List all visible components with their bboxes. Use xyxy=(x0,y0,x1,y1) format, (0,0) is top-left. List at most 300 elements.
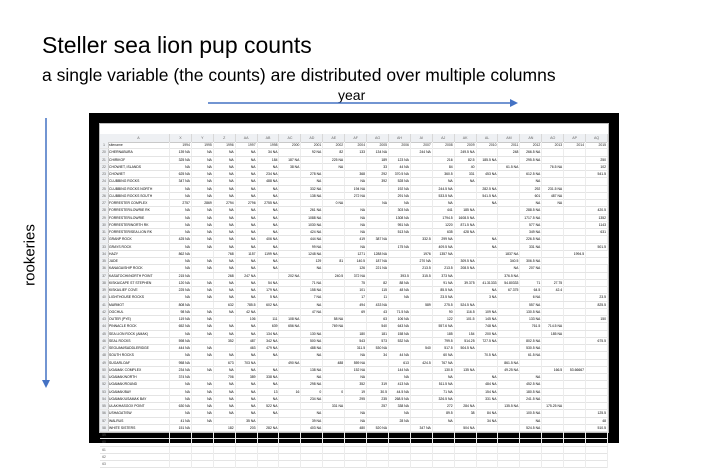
count-cell[interactable] xyxy=(367,447,389,454)
count-cell[interactable] xyxy=(499,316,521,323)
count-cell[interactable]: 306.5 NA xyxy=(520,258,542,265)
count-cell[interactable] xyxy=(586,432,608,439)
count-cell[interactable] xyxy=(367,360,389,367)
count-cell[interactable] xyxy=(564,265,586,272)
count-cell[interactable] xyxy=(280,215,302,222)
count-cell[interactable]: 1030 NA xyxy=(301,222,323,229)
count-cell[interactable]: 643 NA xyxy=(389,323,411,330)
sitename-cell[interactable]: FORRESTER COMPLEX xyxy=(108,200,170,207)
count-cell[interactable] xyxy=(564,178,586,185)
count-cell[interactable]: NA xyxy=(301,352,323,359)
count-cell[interactable]: 130.5 xyxy=(433,367,455,374)
count-cell[interactable] xyxy=(323,171,345,178)
count-cell[interactable] xyxy=(542,447,564,454)
count-cell[interactable]: NA xyxy=(192,294,214,301)
count-cell[interactable]: 192 NA xyxy=(389,186,411,193)
count-cell[interactable]: 145 NA xyxy=(323,439,345,446)
row-number[interactable]: 29 xyxy=(102,215,106,220)
count-cell[interactable] xyxy=(301,200,323,207)
count-cell[interactable] xyxy=(367,454,389,461)
count-cell[interactable]: 368 xyxy=(345,171,367,178)
count-cell[interactable] xyxy=(586,273,608,280)
count-cell[interactable] xyxy=(564,186,586,193)
sitename-cell[interactable]: FORRESTER/LOWRIE RK xyxy=(108,207,170,214)
count-cell[interactable]: NA xyxy=(170,229,192,236)
column-header-cell[interactable]: 2005 xyxy=(367,142,389,149)
count-cell[interactable] xyxy=(564,193,586,200)
count-cell[interactable]: NA xyxy=(258,186,280,193)
count-cell[interactable]: 130 NA xyxy=(301,331,323,338)
count-cell[interactable]: 125 NA xyxy=(345,432,367,439)
count-cell[interactable]: NA xyxy=(214,396,236,403)
count-cell[interactable]: 231.5 NA xyxy=(542,186,564,193)
count-cell[interactable]: NA xyxy=(236,164,258,171)
count-cell[interactable]: 413 NA xyxy=(389,381,411,388)
count-cell[interactable]: 540 xyxy=(367,323,389,330)
count-cell[interactable] xyxy=(411,389,433,396)
count-cell[interactable] xyxy=(586,360,608,367)
count-cell[interactable]: NA xyxy=(170,244,192,251)
count-cell[interactable]: 35 NA xyxy=(236,418,258,425)
count-cell[interactable]: 30.5 xyxy=(367,389,389,396)
count-cell[interactable] xyxy=(455,273,477,280)
count-cell[interactable]: 189 xyxy=(367,157,389,164)
column-letter-header[interactable]: AG xyxy=(367,134,389,142)
count-cell[interactable]: 187 NA xyxy=(280,157,302,164)
count-cell[interactable] xyxy=(433,258,455,265)
column-header-cell[interactable]: 2009 xyxy=(455,142,477,149)
count-cell[interactable] xyxy=(499,461,521,468)
count-cell[interactable] xyxy=(389,447,411,454)
count-cell[interactable]: 100.5 NA xyxy=(520,410,542,417)
count-cell[interactable]: NA xyxy=(192,316,214,323)
count-cell[interactable]: 102 xyxy=(586,164,608,171)
count-cell[interactable] xyxy=(301,323,323,330)
sitename-cell[interactable]: CHIRIKOF xyxy=(108,157,170,164)
count-cell[interactable] xyxy=(520,360,542,367)
row-number[interactable]: 31 xyxy=(102,230,106,234)
count-cell[interactable]: NA xyxy=(301,410,323,417)
count-cell[interactable] xyxy=(477,439,499,446)
count-cell[interactable]: 452.5 NA xyxy=(520,381,542,388)
count-cell[interactable]: 213.5 xyxy=(433,265,455,272)
count-cell[interactable]: 38 xyxy=(455,410,477,417)
count-cell[interactable]: NA xyxy=(236,331,258,338)
count-cell[interactable]: 165 xyxy=(433,439,455,446)
row-number[interactable]: 39 xyxy=(102,288,106,292)
count-cell[interactable] xyxy=(301,447,323,454)
count-cell[interactable]: NA xyxy=(258,222,280,229)
sitename-cell[interactable]: YUNASKA xyxy=(108,439,170,446)
count-cell[interactable]: NA xyxy=(433,200,455,207)
count-cell[interactable]: 299 NA xyxy=(433,236,455,243)
count-cell[interactable]: 331 NA xyxy=(477,396,499,403)
count-cell[interactable]: NA xyxy=(477,200,499,207)
count-cell[interactable]: 216 xyxy=(433,157,455,164)
sitename-cell[interactable]: KASATOCHI/NORTH POINT xyxy=(108,273,170,280)
count-cell[interactable]: NA xyxy=(301,374,323,381)
count-cell[interactable]: 528 NA xyxy=(389,178,411,185)
count-cell[interactable]: 612.5 NA xyxy=(520,171,542,178)
count-cell[interactable] xyxy=(214,418,236,425)
count-cell[interactable]: 559 NA xyxy=(345,360,367,367)
column-letter-header[interactable]: AN xyxy=(520,134,542,142)
count-cell[interactable] xyxy=(389,236,411,243)
sitename-cell[interactable]: UGAMAK/ROUND xyxy=(108,381,170,388)
count-cell[interactable]: 541.5 NA xyxy=(477,193,499,200)
count-cell[interactable] xyxy=(280,352,302,359)
count-cell[interactable] xyxy=(564,447,586,454)
count-cell[interactable]: NA xyxy=(345,418,367,425)
count-cell[interactable]: 225 NA xyxy=(323,157,345,164)
count-cell[interactable] xyxy=(564,345,586,352)
column-header-cell[interactable]: 2006 xyxy=(389,142,411,149)
count-cell[interactable]: 332 NA xyxy=(301,186,323,193)
count-cell[interactable]: NA xyxy=(192,164,214,171)
count-cell[interactable]: 639 xyxy=(258,323,280,330)
count-cell[interactable]: 703 NA xyxy=(236,360,258,367)
count-cell[interactable]: 635 xyxy=(433,229,455,236)
count-cell[interactable] xyxy=(301,432,323,439)
count-cell[interactable]: 557 NA xyxy=(520,302,542,309)
count-cell[interactable]: NA xyxy=(236,294,258,301)
count-cell[interactable]: 106 xyxy=(236,316,258,323)
count-cell[interactable]: 182 xyxy=(214,425,236,432)
count-cell[interactable]: 338 NA xyxy=(258,374,280,381)
count-cell[interactable]: NA xyxy=(258,215,280,222)
count-cell[interactable]: NA xyxy=(455,178,477,185)
count-cell[interactable]: 769 NA xyxy=(323,323,345,330)
count-cell[interactable]: 524.5 NA xyxy=(520,425,542,432)
count-cell[interactable] xyxy=(280,200,302,207)
count-cell[interactable]: NA xyxy=(258,410,280,417)
count-cell[interactable]: 799.5 xyxy=(433,338,455,345)
count-cell[interactable]: 119 NA xyxy=(170,316,192,323)
count-cell[interactable]: 326.5 NA xyxy=(433,396,455,403)
row-number[interactable]: 53 xyxy=(102,389,106,394)
count-cell[interactable]: NA xyxy=(236,352,258,359)
count-cell[interactable]: 126 xyxy=(345,265,367,272)
count-cell[interactable] xyxy=(477,454,499,461)
count-cell[interactable]: 244.5 NA xyxy=(433,186,455,193)
count-cell[interactable]: 487 NA xyxy=(542,193,564,200)
count-cell[interactable] xyxy=(586,323,608,330)
count-cell[interactable] xyxy=(586,200,608,207)
count-cell[interactable]: NA xyxy=(236,207,258,214)
count-cell[interactable] xyxy=(280,251,302,258)
column-letter-header[interactable]: A xyxy=(108,134,170,142)
count-cell[interactable]: 135.5 NA xyxy=(499,403,521,410)
count-cell[interactable]: 292 xyxy=(367,171,389,178)
count-cell[interactable] xyxy=(542,461,564,468)
count-cell[interactable]: 49.25 NA xyxy=(499,367,521,374)
count-cell[interactable] xyxy=(280,447,302,454)
count-cell[interactable]: 433 NA xyxy=(367,302,389,309)
count-cell[interactable] xyxy=(411,367,433,374)
count-cell[interactable]: NA xyxy=(236,367,258,374)
count-cell[interactable] xyxy=(499,374,521,381)
count-cell[interactable]: 58 NA xyxy=(323,316,345,323)
count-cell[interactable] xyxy=(367,207,389,214)
count-cell[interactable] xyxy=(455,200,477,207)
count-cell[interactable] xyxy=(323,280,345,287)
row-number[interactable]: 33 xyxy=(102,244,106,249)
count-cell[interactable]: 453 NA xyxy=(477,171,499,178)
row-number[interactable]: 30 xyxy=(102,222,106,227)
count-cell[interactable]: 1088 NA xyxy=(301,215,323,222)
row-number[interactable]: 58 xyxy=(102,425,106,430)
sitename-cell[interactable] xyxy=(108,447,170,454)
count-cell[interactable]: NA xyxy=(433,418,455,425)
sitename-cell[interactable] xyxy=(108,461,170,468)
count-cell[interactable] xyxy=(564,200,586,207)
count-cell[interactable] xyxy=(411,461,433,468)
count-cell[interactable]: 257 xyxy=(367,403,389,410)
count-cell[interactable] xyxy=(586,287,608,294)
count-cell[interactable] xyxy=(258,418,280,425)
count-cell[interactable]: 2869 xyxy=(192,200,214,207)
count-cell[interactable] xyxy=(389,345,411,352)
row-number[interactable]: 43 xyxy=(102,317,106,321)
count-cell[interactable]: NA xyxy=(192,410,214,417)
count-cell[interactable]: 101.5 xyxy=(455,316,477,323)
count-cell[interactable]: 825.5 xyxy=(586,302,608,309)
count-cell[interactable]: 129 xyxy=(301,258,323,265)
count-cell[interactable] xyxy=(520,403,542,410)
count-cell[interactable]: NA xyxy=(236,389,258,396)
count-cell[interactable] xyxy=(542,294,564,301)
count-cell[interactable]: 266.5 NA xyxy=(520,149,542,156)
count-cell[interactable] xyxy=(301,454,323,461)
count-cell[interactable] xyxy=(564,331,586,338)
count-cell[interactable] xyxy=(499,294,521,301)
count-cell[interactable] xyxy=(455,352,477,359)
count-cell[interactable] xyxy=(520,251,542,258)
count-cell[interactable]: NA xyxy=(499,439,521,446)
count-cell[interactable] xyxy=(323,352,345,359)
row-number[interactable]: 47 xyxy=(102,346,106,350)
count-cell[interactable]: 158 NA xyxy=(389,331,411,338)
count-cell[interactable]: NA xyxy=(258,367,280,374)
count-cell[interactable] xyxy=(323,193,345,200)
count-cell[interactable] xyxy=(542,338,564,345)
count-cell[interactable] xyxy=(477,360,499,367)
count-cell[interactable]: 41.31333 xyxy=(477,280,499,287)
count-cell[interactable]: 1220 xyxy=(433,222,455,229)
row-number[interactable]: 32 xyxy=(102,237,106,242)
count-cell[interactable]: 109 NA xyxy=(477,309,499,316)
count-cell[interactable] xyxy=(323,207,345,214)
count-cell[interactable] xyxy=(455,193,477,200)
count-cell[interactable] xyxy=(477,273,499,280)
column-header-cell[interactable]: 2010 xyxy=(477,142,499,149)
count-cell[interactable] xyxy=(280,193,302,200)
count-cell[interactable]: NA xyxy=(236,157,258,164)
count-cell[interactable]: 861.5 NA xyxy=(499,360,521,367)
count-cell[interactable] xyxy=(477,302,499,309)
count-cell[interactable]: 511.5 NA xyxy=(433,381,455,388)
count-cell[interactable]: 372 NA xyxy=(345,273,367,280)
count-cell[interactable] xyxy=(411,309,433,316)
count-cell[interactable]: 656 NA xyxy=(280,323,302,330)
count-cell[interactable] xyxy=(433,454,455,461)
count-cell[interactable]: 370.5 NA xyxy=(389,171,411,178)
count-cell[interactable]: 444 NA xyxy=(170,345,192,352)
count-cell[interactable]: 185.5 NA xyxy=(477,157,499,164)
count-cell[interactable] xyxy=(542,244,564,251)
count-cell[interactable]: 951 NA xyxy=(389,222,411,229)
count-cell[interactable]: 177.5 xyxy=(389,432,411,439)
count-cell[interactable]: NA xyxy=(192,222,214,229)
sitename-cell[interactable]: WHITE SISTERS xyxy=(108,425,170,432)
count-cell[interactable] xyxy=(280,171,302,178)
count-cell[interactable] xyxy=(323,294,345,301)
count-cell[interactable]: NA xyxy=(214,294,236,301)
count-cell[interactable] xyxy=(323,381,345,388)
sitename-cell[interactable]: MARMOT xyxy=(108,302,170,309)
count-cell[interactable] xyxy=(586,389,608,396)
count-cell[interactable]: NA xyxy=(236,215,258,222)
sitename-cell[interactable]: HAZY xyxy=(108,251,170,258)
count-cell[interactable]: NA xyxy=(433,178,455,185)
count-cell[interactable]: 490 NA xyxy=(280,360,302,367)
sitename-cell[interactable]: GRANP ROCK xyxy=(108,236,170,243)
count-cell[interactable] xyxy=(280,222,302,229)
count-cell[interactable] xyxy=(323,331,345,338)
count-cell[interactable] xyxy=(499,236,521,243)
count-cell[interactable] xyxy=(367,273,389,280)
count-cell[interactable] xyxy=(586,331,608,338)
count-cell[interactable]: 524.5 NA xyxy=(455,302,477,309)
count-cell[interactable]: NA xyxy=(192,157,214,164)
count-cell[interactable]: 768 xyxy=(214,251,236,258)
count-cell[interactable] xyxy=(323,222,345,229)
count-cell[interactable] xyxy=(192,432,214,439)
count-cell[interactable]: NA xyxy=(236,222,258,229)
count-cell[interactable]: 221 NA xyxy=(367,265,389,272)
count-cell[interactable]: 295.5 NA xyxy=(520,157,542,164)
count-cell[interactable] xyxy=(586,461,608,468)
count-cell[interactable]: 532 NA xyxy=(389,338,411,345)
count-cell[interactable]: 1271 xyxy=(345,251,367,258)
count-cell[interactable]: 39.375 xyxy=(455,280,477,287)
count-cell[interactable]: 82.5 xyxy=(455,157,477,164)
count-cell[interactable]: NA xyxy=(258,229,280,236)
count-cell[interactable] xyxy=(499,331,521,338)
count-cell[interactable] xyxy=(280,367,302,374)
row-number[interactable]: 38 xyxy=(102,280,106,285)
count-cell[interactable] xyxy=(499,345,521,352)
column-letter-header[interactable]: AL xyxy=(477,134,499,142)
count-cell[interactable]: NA xyxy=(367,200,389,207)
count-cell[interactable]: 44 NA xyxy=(389,164,411,171)
row-number[interactable]: 44 xyxy=(102,324,106,329)
count-cell[interactable]: 1143 xyxy=(586,222,608,229)
count-cell[interactable]: NA xyxy=(214,258,236,265)
count-cell[interactable] xyxy=(389,302,411,309)
count-cell[interactable] xyxy=(258,461,280,468)
count-cell[interactable]: NA xyxy=(477,244,499,251)
count-cell[interactable] xyxy=(586,447,608,454)
column-letter-header[interactable]: AB xyxy=(258,134,280,142)
count-cell[interactable] xyxy=(477,251,499,258)
column-letter-header[interactable]: AP xyxy=(564,134,586,142)
row-number[interactable]: 37 xyxy=(102,273,106,278)
count-cell[interactable]: 284 NA xyxy=(455,403,477,410)
count-cell[interactable] xyxy=(411,403,433,410)
count-cell[interactable] xyxy=(214,454,236,461)
sitename-cell[interactable]: SUGARLOAF xyxy=(108,360,170,367)
count-cell[interactable]: 161 xyxy=(258,439,280,446)
count-cell[interactable] xyxy=(411,164,433,171)
count-cell[interactable]: NA xyxy=(170,396,192,403)
count-cell[interactable]: 241.5 NA xyxy=(520,396,542,403)
count-cell[interactable]: 90 xyxy=(433,309,455,316)
count-cell[interactable]: 34 NA xyxy=(477,418,499,425)
count-cell[interactable]: 75 xyxy=(345,280,367,287)
count-cell[interactable] xyxy=(586,396,608,403)
count-cell[interactable]: NA xyxy=(323,164,345,171)
count-cell[interactable] xyxy=(564,236,586,243)
count-cell[interactable] xyxy=(280,287,302,294)
count-cell[interactable] xyxy=(586,178,608,185)
count-cell[interactable]: NA xyxy=(214,265,236,272)
count-cell[interactable]: NA xyxy=(345,244,367,251)
count-cell[interactable]: 91 NA xyxy=(433,280,455,287)
count-cell[interactable]: 387 NA xyxy=(367,236,389,243)
count-cell[interactable]: NA xyxy=(192,309,214,316)
count-cell[interactable]: 89.5 xyxy=(433,410,455,417)
count-cell[interactable] xyxy=(323,244,345,251)
column-header-cell[interactable]: 1994 xyxy=(170,142,192,149)
count-cell[interactable]: NA xyxy=(214,222,236,229)
count-cell[interactable]: 275.5 xyxy=(433,302,455,309)
count-cell[interactable] xyxy=(564,222,586,229)
count-cell[interactable]: 133 xyxy=(345,149,367,156)
count-cell[interactable]: 1352 xyxy=(586,215,608,222)
count-cell[interactable]: 123 NA xyxy=(389,157,411,164)
count-cell[interactable]: 613 xyxy=(389,360,411,367)
count-cell[interactable] xyxy=(301,273,323,280)
count-cell[interactable]: 517.5 xyxy=(433,345,455,352)
count-cell[interactable]: NA xyxy=(258,193,280,200)
count-cell[interactable] xyxy=(323,374,345,381)
count-cell[interactable]: 557.6 NA xyxy=(433,323,455,330)
count-cell[interactable]: 34 NA xyxy=(258,149,280,156)
count-cell[interactable]: 2796 xyxy=(236,200,258,207)
sitename-cell[interactable]: CLUBBING ROCKS NORTH xyxy=(108,186,170,193)
count-cell[interactable]: 360.5 xyxy=(433,171,455,178)
count-cell[interactable]: 342 NA xyxy=(258,338,280,345)
count-cell[interactable] xyxy=(564,389,586,396)
count-cell[interactable]: NA xyxy=(520,374,542,381)
count-cell[interactable] xyxy=(411,157,433,164)
count-cell[interactable] xyxy=(542,236,564,243)
count-cell[interactable]: NA xyxy=(192,287,214,294)
count-cell[interactable]: NA xyxy=(214,164,236,171)
count-cell[interactable] xyxy=(499,244,521,251)
count-cell[interactable] xyxy=(323,418,345,425)
count-cell[interactable]: 5 NA xyxy=(258,294,280,301)
count-cell[interactable] xyxy=(258,454,280,461)
count-cell[interactable] xyxy=(564,280,586,287)
sitename-cell[interactable]: UGAMAK COMPLEX xyxy=(108,367,170,374)
count-cell[interactable]: 514.25 xyxy=(455,338,477,345)
count-cell[interactable] xyxy=(214,461,236,468)
count-cell[interactable]: 374 NA xyxy=(170,374,192,381)
count-cell[interactable]: 23.5 NA xyxy=(433,294,455,301)
count-cell[interactable]: 99 NA xyxy=(301,244,323,251)
